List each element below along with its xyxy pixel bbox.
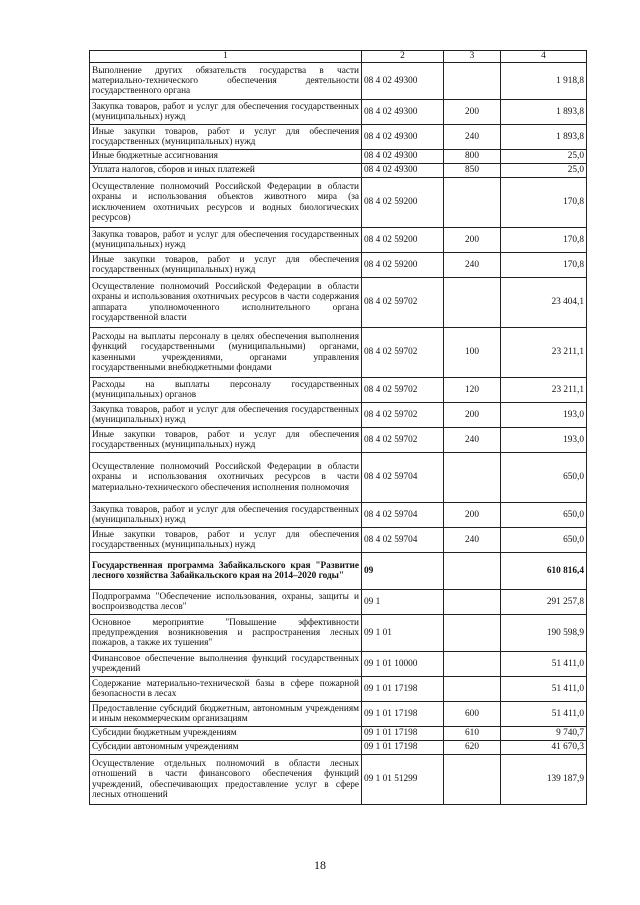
row-name: Подпрограмма "Обеспечение использования, охраны, защиты и воспроизводства лесов" [90, 590, 362, 615]
row-amount: 650,0 [501, 503, 587, 528]
row-code: 08 4 02 59702 [362, 403, 444, 428]
table-row [90, 553, 587, 590]
row-amount: 170,8 [501, 253, 587, 278]
row-type: 120 [444, 378, 501, 403]
table-row [90, 590, 587, 615]
row-name: Закупка товаров, работ и услуг для обеспечения государственных (муниципальных) нужд [90, 228, 362, 253]
row-name: Закупка товаров, работ и услуг для обеспечения государственных (муниципальных) нужд [90, 403, 362, 428]
row-type [444, 178, 501, 228]
row-name: Закупка товаров, работ и услуг для обеспечения государственных (муниципальных) нужд [90, 100, 362, 125]
row-amount: 291 257,8 [501, 590, 587, 615]
row-name: Иные закупки товаров, работ и услуг для обеспечения государственных (муниципальных) нужд [90, 528, 362, 553]
row-type: 850 [444, 164, 501, 178]
row-code: 09 1 01 17198 [362, 727, 444, 741]
row-code: 08 4 02 59704 [362, 453, 444, 503]
row-type: 240 [444, 528, 501, 553]
row-type [444, 63, 501, 100]
table-row [90, 741, 587, 755]
row-name: Предоставление субсидий бюджетным, автономным учреждениям и иным некоммерческим организациям [90, 702, 362, 727]
header-col-3: 3 [444, 51, 501, 63]
row-code: 08 4 02 59704 [362, 503, 444, 528]
row-name: Осуществление полномочий Российской Федерации в области охраны и использования охотничьих ресурсов в части материально-технического обеспечения исполнения полномочия [90, 453, 362, 503]
table-row [90, 503, 587, 528]
row-code: 08 4 02 59702 [362, 328, 444, 378]
row-type [444, 590, 501, 615]
row-name: Иные закупки товаров, работ и услуг для обеспечения государственных (муниципальных) нужд [90, 253, 362, 278]
page-number: 18 [314, 858, 326, 872]
row-amount: 25,0 [501, 164, 587, 178]
row-name: Иные закупки товаров, работ и услуг для обеспечения государственных (муниципальных) нужд [90, 125, 362, 150]
row-code: 08 4 02 59702 [362, 428, 444, 453]
row-code: 09 1 01 17198 [362, 702, 444, 727]
row-type: 610 [444, 727, 501, 741]
table-row [90, 652, 587, 677]
row-amount: 1 893,8 [501, 100, 587, 125]
row-type: 100 [444, 328, 501, 378]
table-row [90, 428, 587, 453]
table-row [90, 453, 587, 503]
row-amount: 51 411,0 [501, 652, 587, 677]
row-amount: 170,8 [501, 178, 587, 228]
row-amount: 193,0 [501, 428, 587, 453]
row-type: 600 [444, 702, 501, 727]
row-name: Выполнение других обязательств государства в части материально-технического обеспечения деятельности государственного органа [90, 63, 362, 100]
row-amount: 51 411,0 [501, 677, 587, 702]
row-amount: 23 211,1 [501, 328, 587, 378]
row-name: Субсидии бюджетным учреждениям [90, 727, 362, 741]
row-name: Осуществление отдельных полномочий в области лесных отношений в части финансового обеспечения функций учреждений, обеспечивающих предоставление услуг в сфере лесных отношений [90, 755, 362, 805]
table-row [90, 100, 587, 125]
row-type: 200 [444, 403, 501, 428]
row-code: 09 1 01 10000 [362, 652, 444, 677]
row-type: 200 [444, 100, 501, 125]
table-row [90, 278, 587, 328]
row-name: Субсидии автономным учреждениям [90, 741, 362, 755]
row-amount: 1 918,8 [501, 63, 587, 100]
row-type: 240 [444, 125, 501, 150]
row-code: 09 1 01 17198 [362, 741, 444, 755]
row-code: 08 4 02 59704 [362, 528, 444, 553]
row-code: 09 1 01 17198 [362, 677, 444, 702]
row-amount: 41 670,3 [501, 741, 587, 755]
row-amount: 650,0 [501, 453, 587, 503]
table-row [90, 403, 587, 428]
row-name: Расходы на выплаты персоналу государственных (муниципальных) органов [90, 378, 362, 403]
row-code: 09 1 [362, 590, 444, 615]
row-type [444, 652, 501, 677]
row-code: 08 4 02 59200 [362, 253, 444, 278]
row-code: 08 4 02 49300 [362, 150, 444, 164]
table-row [90, 63, 587, 100]
row-name: Содержание материально-технической базы в сфере пожарной безопасности в лесах [90, 677, 362, 702]
row-code: 08 4 02 49300 [362, 100, 444, 125]
row-amount: 650,0 [501, 528, 587, 553]
table-row [90, 178, 587, 228]
budget-table [89, 50, 587, 805]
row-type [444, 677, 501, 702]
row-code: 08 4 02 49300 [362, 164, 444, 178]
row-amount: 170,8 [501, 228, 587, 253]
row-code: 08 4 02 59200 [362, 178, 444, 228]
header-col-4: 4 [501, 51, 587, 63]
row-amount: 9 740,7 [501, 727, 587, 741]
header-col-1: 1 [90, 51, 362, 63]
row-type: 200 [444, 228, 501, 253]
row-name: Уплата налогов, сборов и иных платежей [90, 164, 362, 178]
row-amount: 139 187,9 [501, 755, 587, 805]
budget-table-body [90, 51, 587, 805]
row-code: 09 1 01 51299 [362, 755, 444, 805]
row-type [444, 553, 501, 590]
row-name: Расходы на выплаты персоналу в целях обеспечения выполнения функций государственными (муниципальными) органами, казенными учреждениями, органами управления государственными внебюджетными фондами [90, 328, 362, 378]
row-amount: 190 598,9 [501, 615, 587, 652]
table-row [90, 328, 587, 378]
row-name: Иные бюджетные ассигнования [90, 150, 362, 164]
table-row [90, 125, 587, 150]
table-row [90, 164, 587, 178]
row-amount: 610 816,4 [501, 553, 587, 590]
row-code: 09 1 01 [362, 615, 444, 652]
row-amount: 23 404,1 [501, 278, 587, 328]
table-row [90, 228, 587, 253]
row-name: Осуществление полномочий Российской Федерации в области охраны и использования объектов животного мира (за исключением охотничьих ресурсов и водных биологических ресурсов) [90, 178, 362, 228]
row-code: 09 [362, 553, 444, 590]
row-type: 240 [444, 428, 501, 453]
header-col-2: 2 [362, 51, 444, 63]
row-name: Государственная программа Забайкальского края "Развитие лесного хозяйства Забайкальского края на 2014–2020 годы" [90, 553, 362, 590]
row-name: Закупка товаров, работ и услуг для обеспечения государственных (муниципальных) нужд [90, 503, 362, 528]
row-type: 240 [444, 253, 501, 278]
row-code: 08 4 02 59702 [362, 278, 444, 328]
row-amount: 1 893,8 [501, 125, 587, 150]
table-row [90, 253, 587, 278]
row-amount: 51 411,0 [501, 702, 587, 727]
row-name: Осуществление полномочий Российской Федерации в области охраны и использования охотничьих ресурсов в части содержания аппарата уполномоченного исполнительного органа государственной власти [90, 278, 362, 328]
row-type [444, 278, 501, 328]
row-type: 620 [444, 741, 501, 755]
row-code: 08 4 02 49300 [362, 63, 444, 100]
table-row [90, 528, 587, 553]
table-row [90, 150, 587, 164]
row-code: 08 4 02 59702 [362, 378, 444, 403]
row-type [444, 755, 501, 805]
table-row [90, 755, 587, 805]
row-type [444, 615, 501, 652]
row-amount: 25,0 [501, 150, 587, 164]
row-type: 800 [444, 150, 501, 164]
table-row [90, 378, 587, 403]
row-name: Основное мероприятие "Повышение эффективности предупреждения возникновения и распространения лесных пожаров, а также их тушения" [90, 615, 362, 652]
row-name: Финансовое обеспечение выполнения функций государственных учреждений [90, 652, 362, 677]
row-code: 08 4 02 49300 [362, 125, 444, 150]
row-amount: 23 211,1 [501, 378, 587, 403]
table-row [90, 727, 587, 741]
row-type: 200 [444, 503, 501, 528]
header-row [90, 51, 587, 63]
row-type [444, 453, 501, 503]
row-code: 08 4 02 59200 [362, 228, 444, 253]
row-name: Иные закупки товаров, работ и услуг для обеспечения государственных (муниципальных) нужд [90, 428, 362, 453]
table-row [90, 615, 587, 652]
row-amount: 193,0 [501, 403, 587, 428]
table-row [90, 677, 587, 702]
table-row [90, 702, 587, 727]
